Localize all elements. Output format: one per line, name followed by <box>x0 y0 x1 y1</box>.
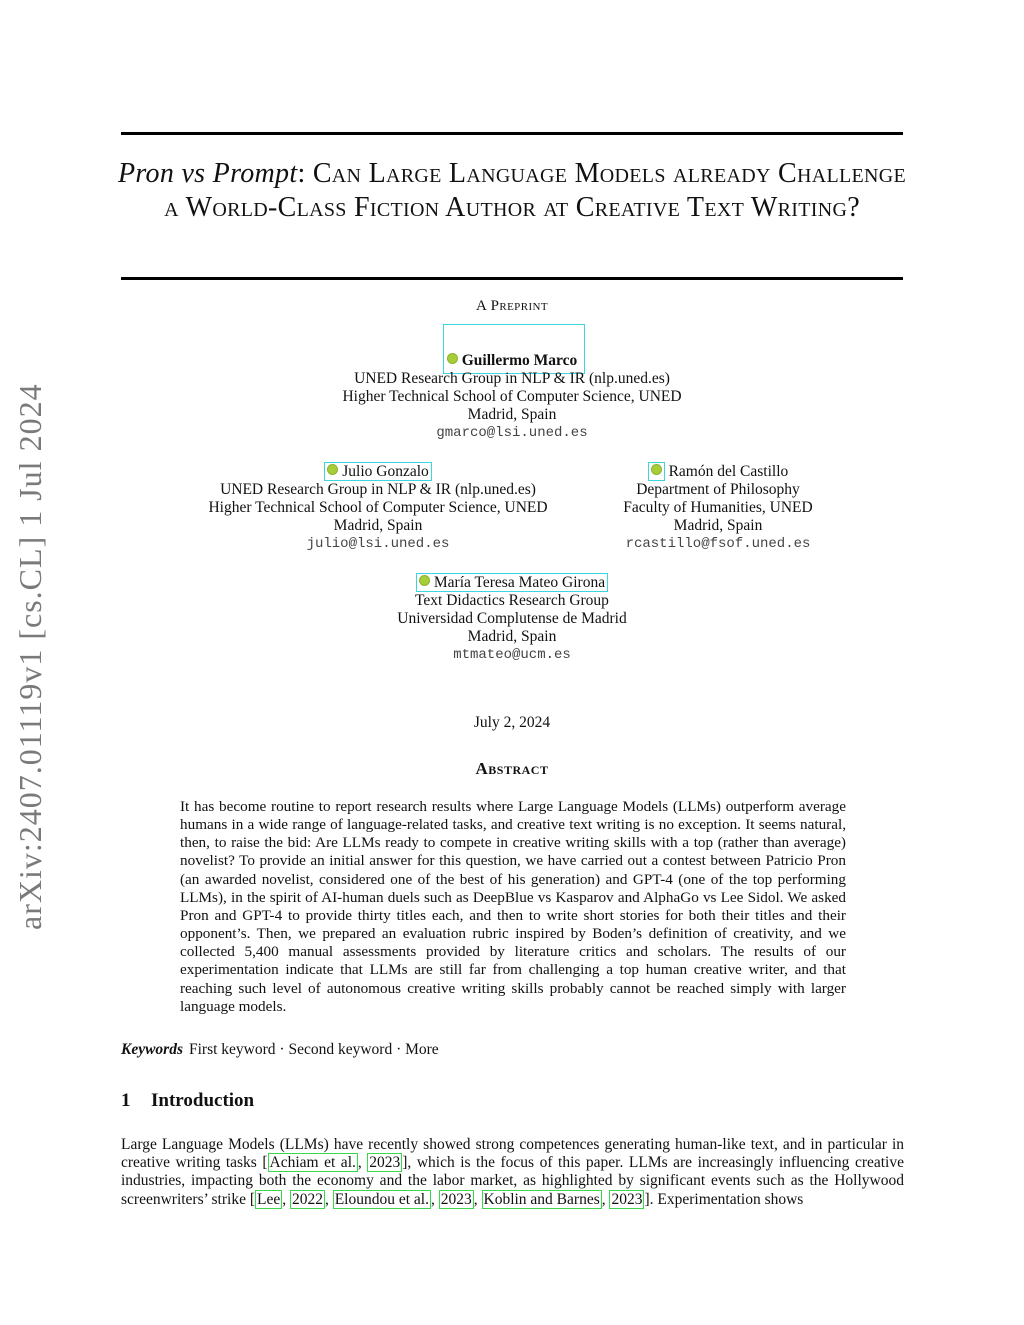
arxiv-identifier[interactable]: arXiv:2407.01119v1 [cs.CL] 1 Jul 2024 <box>12 383 48 930</box>
orcid-icon[interactable] <box>447 353 458 364</box>
citation-separator: , <box>324 1190 333 1208</box>
author-affiliation: Higher Technical School of Computer Science, UNED <box>208 499 548 516</box>
citation-separator: , <box>601 1190 610 1208</box>
intro-text: ], which is the focus of this paper. LLMs are increasingly influencing creative industries, impacting both the economy and the labor market, as highlighted by significant events such as the Hollywood screenwriters’ strike [ <box>121 1154 904 1208</box>
preprint-label: A Preprint <box>476 298 548 314</box>
author-affiliation: Faculty of Humanities, UNED <box>623 499 813 516</box>
author-block-3 <box>592 463 844 553</box>
author-link-box[interactable] <box>324 462 432 481</box>
citation-link[interactable]: Achiam et al. <box>269 1154 356 1172</box>
author-name: Ramón del Castillo <box>668 463 789 480</box>
orcid-icon[interactable] <box>651 464 662 475</box>
author-affiliation: Higher Technical School of Computer Science, UNED <box>342 388 682 405</box>
paper-title <box>110 157 914 225</box>
title-main-part: : Can Large Language Models already Challenge a World-Class Fiction Author at Creative Text Writing? <box>164 158 907 223</box>
title-rule-bottom <box>121 277 903 280</box>
citation-separator: , <box>282 1190 290 1208</box>
citation-link[interactable]: 2023 <box>369 1154 401 1172</box>
citation-separator: , <box>357 1154 368 1172</box>
orcid-icon[interactable] <box>327 464 338 475</box>
author-name: María Teresa Mateo Girona <box>433 574 606 591</box>
citation-link[interactable]: 2023 <box>611 1190 643 1208</box>
author-affiliation: Text Didactics Research Group <box>415 592 609 609</box>
citation-link[interactable]: Eloundou et al. <box>334 1190 429 1208</box>
abstract-heading: Abstract <box>475 759 549 778</box>
citation-link[interactable]: 2022 <box>291 1190 323 1208</box>
author-name: Julio Gonzalo <box>342 463 429 480</box>
orcid-icon[interactable] <box>419 575 430 586</box>
author-location: Madrid, Spain <box>333 517 423 534</box>
author-name-line <box>178 463 578 481</box>
author-location: Madrid, Spain <box>673 517 763 534</box>
author-email: gmarco@lsi.uned.es <box>436 425 588 441</box>
title-rule-top <box>121 132 903 135</box>
intro-text: Large Language Models (LLMs) have recently showed strong competences generating human-like text, and in particular in creative writing tasks [ <box>121 1136 904 1172</box>
author-block-1 <box>262 352 762 442</box>
author-affiliation: Department of Philosophy <box>636 481 800 498</box>
publication-date: July 2, 2024 <box>473 714 551 731</box>
section-title: Introduction <box>151 1090 255 1111</box>
author-email: mtmateo@ucm.es <box>453 647 571 663</box>
author-location: Madrid, Spain <box>467 628 557 645</box>
section-heading <box>121 1090 254 1112</box>
author-location: Madrid, Spain <box>467 406 557 423</box>
intro-text: ]. Experimentation shows <box>644 1190 804 1208</box>
author-email: julio@lsi.uned.es <box>306 536 450 552</box>
author-affiliation: UNED Research Group in NLP & IR (nlp.uned.es) <box>220 481 536 498</box>
author-link-box[interactable] <box>648 462 665 481</box>
citation-link[interactable]: Koblin and Barnes <box>483 1190 600 1208</box>
citation-link[interactable]: Lee <box>256 1190 281 1208</box>
keywords-label: Keywords <box>121 1041 183 1058</box>
author-affiliation: UNED Research Group in NLP & IR (nlp.uned.es) <box>354 370 670 387</box>
abstract-text: It has become routine to report research results where Large Language Models (LLMs) outperform average humans in a wide range of language-related tasks, and creative text writing is no exception. It seems natural, then, to raise the bid: Are LLMs ready to compete in creative writing skills with a top (rather than average) novelist? To provide an initial answer for this question, we have carried out a contest between Patricio Pron (an awarded novelist, considered one of the best of his generation) and GPT-4 (one of the top performing LLMs), in the spirit of AI-human duels such as DeepBlue vs Kasparov and AlphaGo vs Lee Sidol. We asked Pron and GPT-4 to provide thirty titles each, and then to write short stories for both their titles and their opponent’s. Then, we prepared an evaluation rubric inspired by Boden’s definition of creativity, and we collected 5,400 manual assessments provided by literature critics and scholars. The results of our experimentation indicate that LLMs are still far from challenging a top human creative writer, and that reaching such level of autonomous creative writing skills probably cannot be reached simply with larger language models. <box>180 798 846 1015</box>
author-name-line <box>592 463 844 481</box>
author-affiliation: Universidad Complutense de Madrid <box>397 610 627 627</box>
author-name-line <box>262 352 762 370</box>
author-link-box[interactable] <box>416 573 608 592</box>
citation-separator: , <box>473 1190 482 1208</box>
citation-link[interactable]: 2023 <box>440 1190 472 1208</box>
author-name-line <box>312 574 712 592</box>
author-block-2 <box>178 463 578 553</box>
keywords-line <box>121 1041 439 1059</box>
keywords-list: First keyword · Second keyword · More <box>189 1041 439 1058</box>
author-block-4 <box>312 574 712 664</box>
citation-separator: , <box>431 1190 439 1208</box>
intro-paragraph <box>121 1136 904 1209</box>
title-italic-part: Pron vs Prompt <box>117 158 298 189</box>
section-number: 1 <box>121 1090 131 1111</box>
author-email: rcastillo@fsof.uned.es <box>625 536 811 552</box>
author-name: Guillermo Marco <box>461 352 578 369</box>
